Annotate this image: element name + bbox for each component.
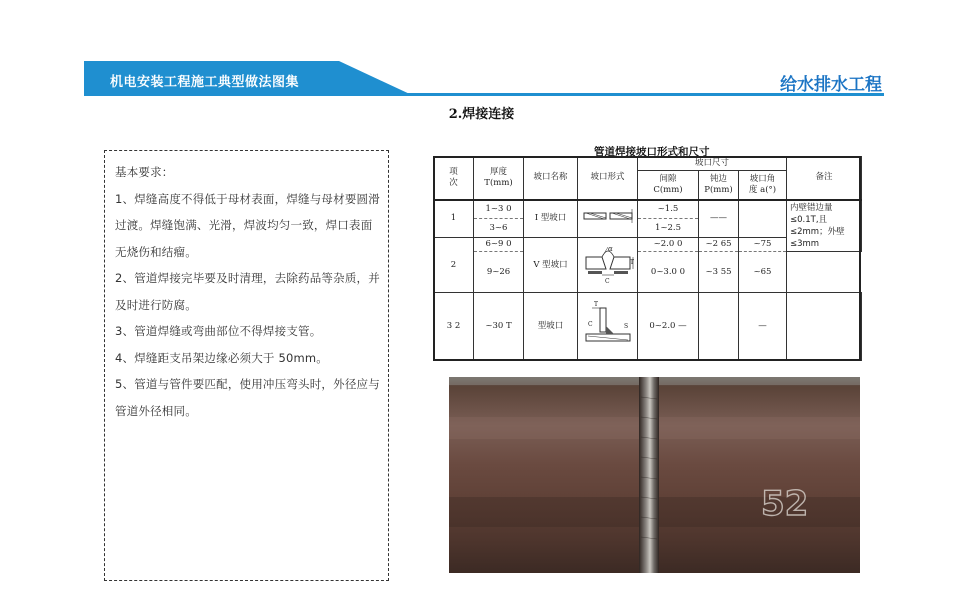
row2-gap-b: 0~3.0 0: [638, 252, 699, 293]
svg-text:C: C: [587, 320, 593, 328]
i-groove-icon: [580, 205, 636, 229]
requirements-line: 4、焊缝距支吊架边缘必须大于 50mm。: [115, 350, 329, 365]
row1-form-diagram: [578, 200, 638, 238]
row1-thick-b: 3~6: [474, 219, 524, 238]
header-remark: 备注: [787, 157, 862, 200]
requirements-line: 无烧伤和结瘤。: [115, 244, 197, 259]
svg-text:T: T: [629, 259, 634, 266]
row2-form-diagram: [578, 238, 638, 293]
header-item: 项 次: [434, 157, 474, 200]
requirements-line: 1、焊缝高度不得低于母材表面，焊缝与母材要圆滑: [115, 191, 380, 206]
row2-angle-b: ~65: [739, 252, 787, 293]
groove-table: [433, 156, 861, 360]
row2-blunt-b: ~3 55: [699, 252, 739, 293]
svg-text:S: S: [623, 322, 628, 330]
header-angle: 坡口角 度 a(°): [739, 171, 787, 200]
requirements-line: 过渡。焊缝饱满、光滑，焊波均匀一致，焊口表面: [115, 218, 373, 232]
row1-angle: [739, 200, 787, 238]
header-blunt: 钝边 P(mm): [699, 171, 739, 200]
row2-thick-a: 6~9 0: [474, 238, 524, 252]
row2-thick-b: 9~26: [474, 252, 524, 293]
svg-text:T: T: [593, 300, 598, 308]
requirements-line: 5、管道与管件要匹配，使用冲压弯头时，外径应与: [115, 377, 380, 391]
row1-gap-a: ~1.5: [638, 200, 699, 219]
svg-text:α: α: [607, 245, 613, 253]
row3-name: 型坡口: [524, 293, 578, 361]
row1-thick-a: 1~3 0: [474, 200, 524, 219]
header-rule: [84, 93, 884, 96]
header-gap: 间隙 C(mm): [638, 171, 699, 200]
book-title: 机电安装工程施工典型做法图集: [110, 75, 300, 90]
v-groove-icon: [580, 239, 636, 287]
row3-remark: [787, 293, 862, 361]
header-groove-form: 坡口形式: [578, 157, 638, 200]
requirements-line: 及时进行防腐。: [115, 297, 197, 312]
requirements-line: 管道外径相同。: [115, 403, 197, 418]
row3-gap: 0~2.0 —: [638, 293, 699, 361]
row3-thick: ~30 T: [474, 293, 524, 361]
row2-gap-a: ~2.0 0: [638, 238, 699, 252]
requirements-box: [104, 150, 389, 581]
requirements-line: 2、管道焊接完毕要及时清理，去除药品等杂质，并: [115, 271, 380, 285]
row1-gap-b: 1~2.5: [638, 219, 699, 238]
table-remark: 内壁错边量≤0.1T,且≤2mm；外壁≤3mm: [787, 200, 862, 252]
row2-name: V 型坡口: [524, 238, 578, 293]
table-title: 管道焊接坡口形式和尺寸: [594, 146, 710, 158]
row3-blunt: [699, 293, 739, 361]
section-title: 给水排水工程: [780, 75, 882, 95]
row3-item: 3 2: [434, 293, 474, 361]
requirements-line: 3、管道焊缝或弯曲部位不得焊接支管。: [115, 324, 322, 338]
row3-form-diagram: [578, 293, 638, 361]
row2-angle-a: ~75: [739, 238, 787, 252]
row1-item: 1: [434, 200, 474, 238]
pipe-stamp-number: 52: [761, 484, 809, 524]
page-subtitle: 2.焊接连接: [448, 107, 515, 122]
welded-pipe-photo: [449, 377, 860, 573]
svg-text:C: C: [604, 278, 610, 285]
row2-blunt-a: ~2 65: [699, 238, 739, 252]
header-groove-name: 坡口名称: [524, 157, 578, 200]
requirements-heading: 基本要求：: [115, 165, 174, 179]
row2-item: 2: [434, 238, 474, 293]
row3-angle: —: [739, 293, 787, 361]
t-groove-icon: [580, 296, 636, 354]
header-groove-size: 坡口尺寸: [638, 157, 787, 171]
row1-name: I 型坡口: [524, 200, 578, 238]
row1-blunt: ——: [699, 200, 739, 238]
header-thickness: 厚度 T(mm): [474, 157, 524, 200]
